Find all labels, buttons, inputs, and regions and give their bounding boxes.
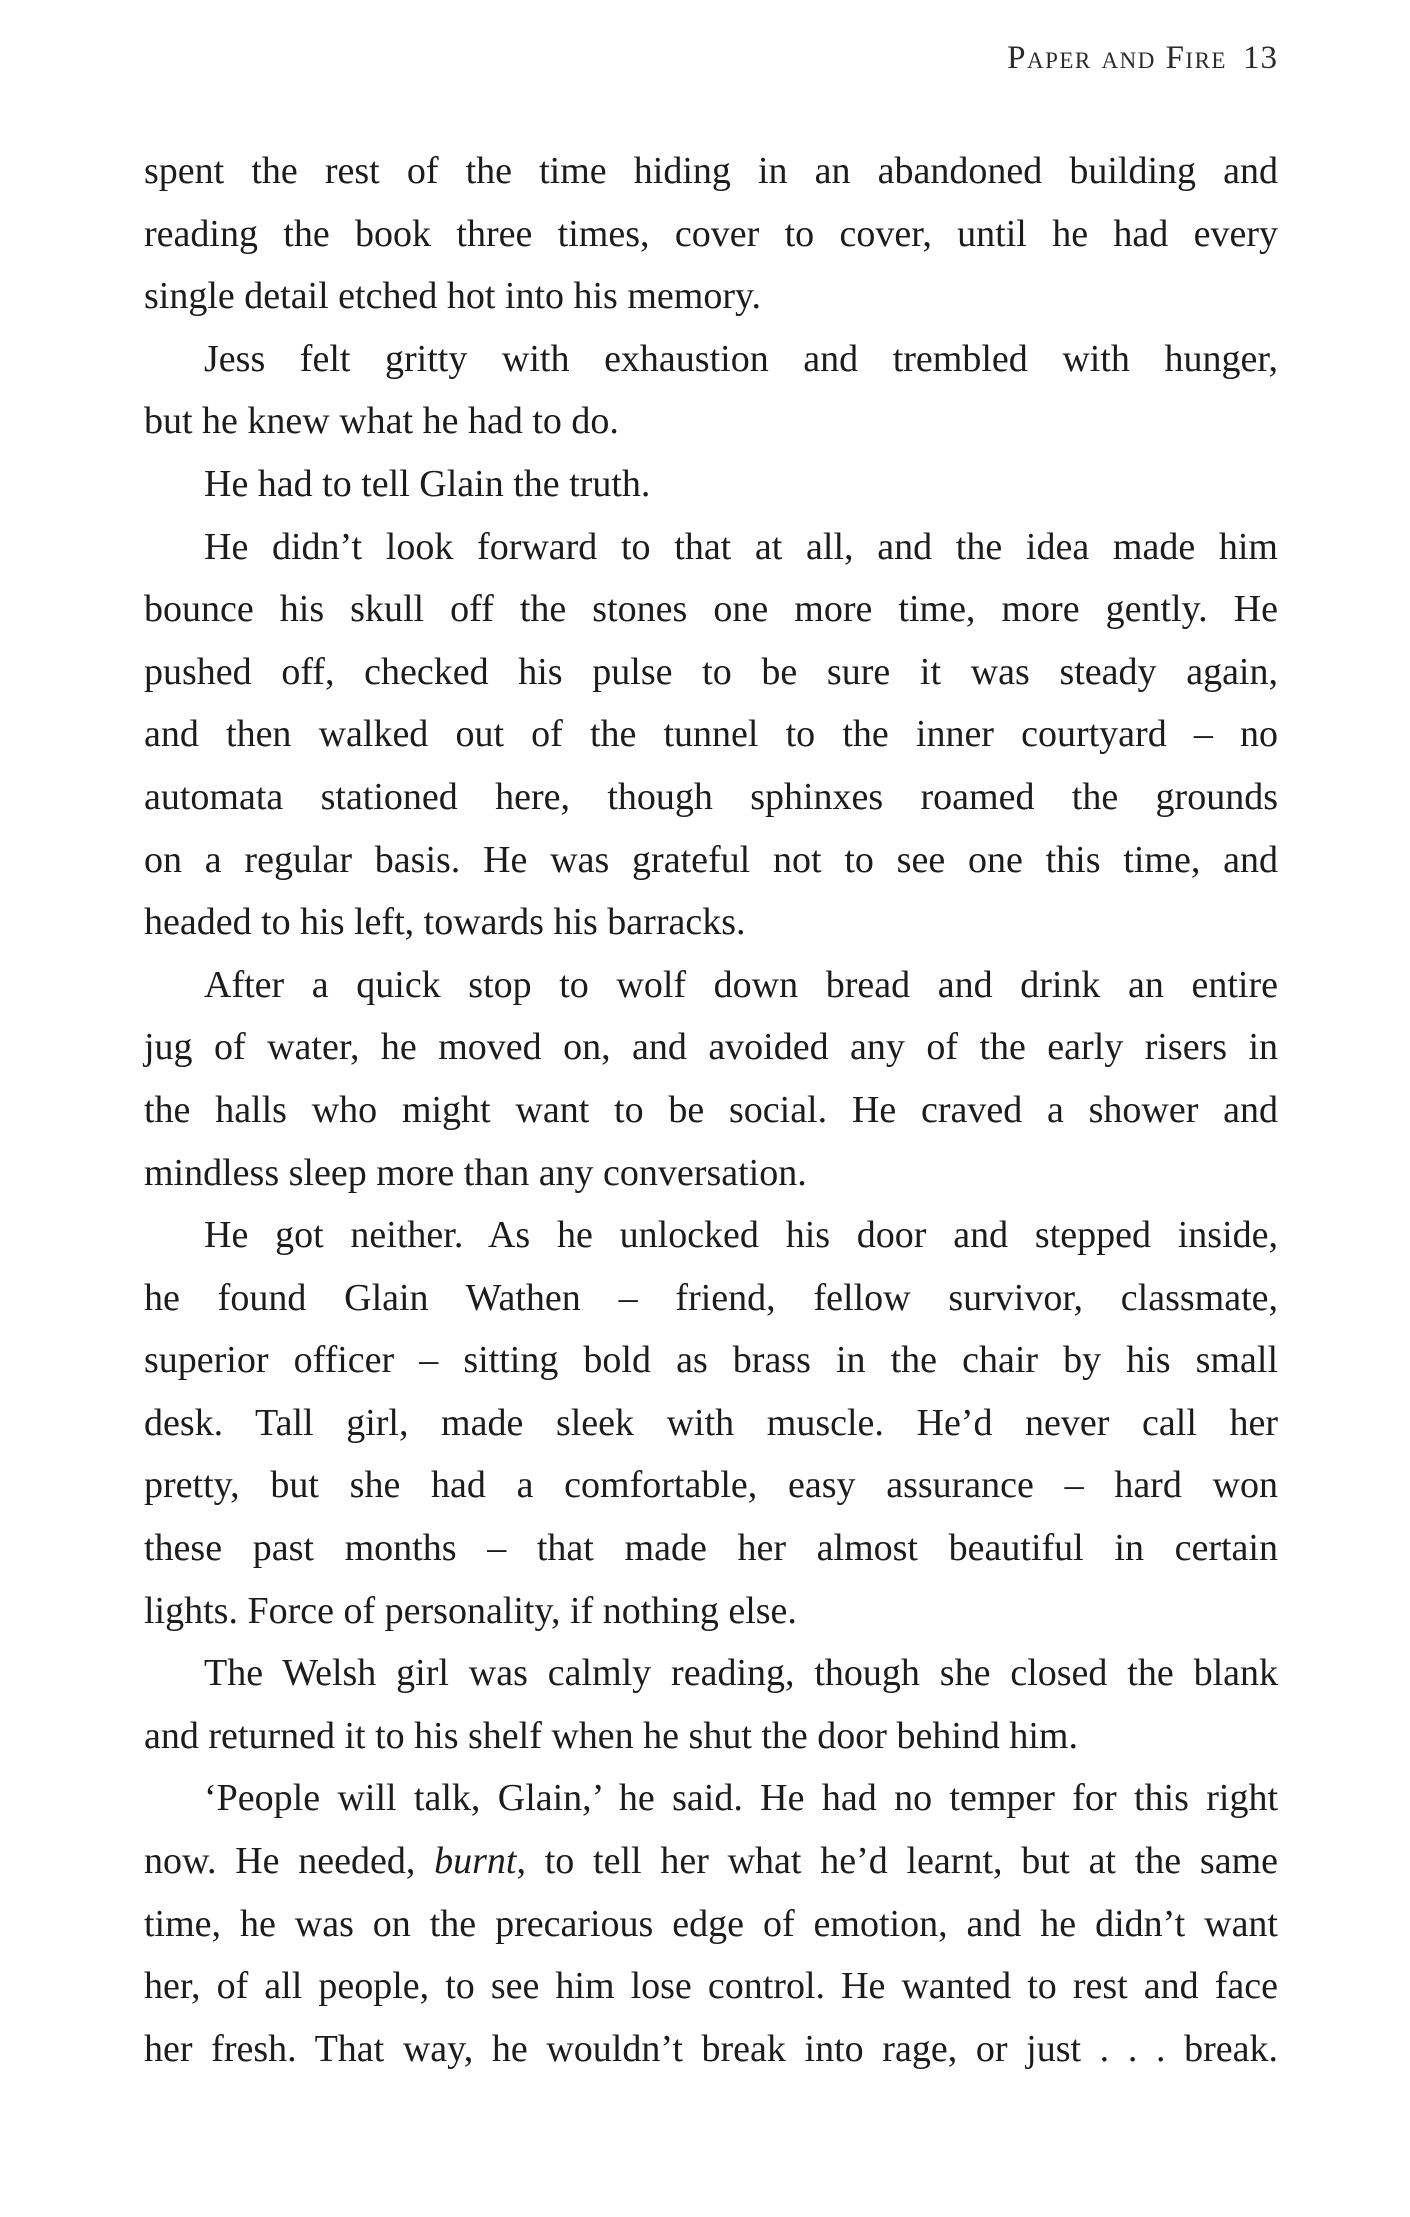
text-line: The Welsh girl was calmly reading, though she closed the blank	[204, 1652, 1278, 1695]
text-line: her, of all people, to see him lose control. He wanted to rest and face	[144, 1965, 1278, 2008]
text-line: jug of water, he moved on, and avoided any of the early risers in	[144, 1026, 1278, 1069]
text-line	[144, 1830, 1278, 1893]
running-head	[1007, 40, 1278, 77]
text-line: and returned it to his shelf when he shut the door behind him.	[144, 1714, 1078, 1757]
text-line: pushed off, checked his pulse to be sure it was steady again,	[144, 650, 1278, 693]
text-line: He didn’t look forward to that at all, and the idea made him	[204, 525, 1278, 568]
text-line: ‘People will talk, Glain,’ he said. He had no temper for this right	[204, 1777, 1278, 1820]
text-line: superior officer – sitting bold as brass in the chair by his small	[144, 1339, 1278, 1382]
text-line: bounce his skull off the stones one more time, more gently. He	[144, 588, 1278, 631]
text-segment: , to tell her what he’d learnt, but at the same	[516, 1840, 1278, 1883]
text-line: single detail etched hot into his memory.	[144, 275, 762, 318]
text-line: spent the rest of the time hiding in an abandoned building and	[144, 150, 1278, 192]
text-segment: now. He needed,	[144, 1840, 435, 1883]
page-number: 13	[1243, 40, 1278, 76]
text-line: on a regular basis. He was grateful not to see one this time, and	[144, 838, 1278, 881]
text-line: her fresh. That way, he wouldn’t break into rage, or just . . . break.	[144, 2027, 1278, 2070]
text-line: and then walked out of the tunnel to the inner courtyard – no	[144, 713, 1278, 756]
text-line: headed to his left, towards his barracks.	[144, 901, 746, 944]
text-line: but he knew what he had to do.	[144, 400, 619, 443]
body-text	[144, 140, 1278, 2080]
text-line: After a quick stop to wolf down bread and drink an entire	[204, 963, 1278, 1006]
text-line: desk. Tall girl, made sleek with muscle. He’d never call her	[144, 1401, 1278, 1444]
text-line: time, he was on the precarious edge of emotion, and he didn’t want	[144, 1902, 1278, 1945]
text-line: He had to tell Glain the truth.	[204, 462, 651, 505]
text-line: mindless sleep more than any conversation.	[144, 1151, 807, 1194]
text-line: the halls who might want to be social. He craved a shower and	[144, 1088, 1278, 1131]
text-line: he found Glain Wathen – friend, fellow survivor, classmate,	[144, 1276, 1278, 1319]
text-line: pretty, but she had a comfortable, easy assurance – hard won	[144, 1464, 1278, 1507]
italic-word: burnt	[434, 1840, 517, 1883]
text-line: reading the book three times, cover to cover, until he had every	[144, 212, 1278, 255]
running-head-title: Paper and Fire	[1007, 40, 1227, 76]
text-line: He got neither. As he unlocked his door and stepped inside,	[204, 1214, 1278, 1257]
text-line: these past months – that made her almost beautiful in certain	[144, 1527, 1278, 1570]
text-line: automata stationed here, though sphinxes roamed the grounds	[144, 775, 1278, 818]
text-line: lights. Force of personality, if nothing else.	[144, 1589, 797, 1632]
text-line: Jess felt gritty with exhaustion and trembled with hunger,	[204, 337, 1278, 380]
